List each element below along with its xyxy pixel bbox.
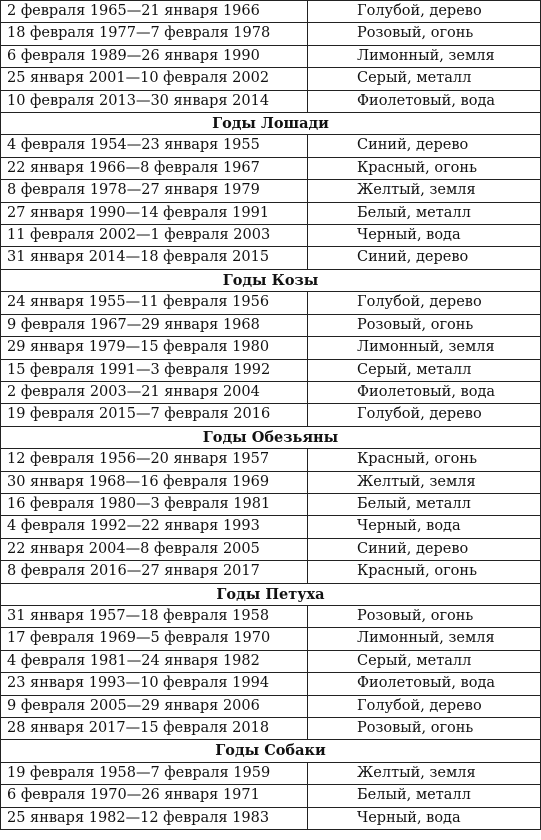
color-element-cell: Фиолетовый, вода [308, 90, 541, 112]
color-element-cell: Голубой, дерево [308, 292, 541, 314]
section-header-row [1, 269, 541, 291]
color-element-cell: Черный, вода [308, 225, 541, 247]
date-range-cell: 31 января 2014—18 февраля 2015 [1, 247, 308, 269]
date-range-cell: 23 января 1993—10 февраля 1994 [1, 673, 308, 695]
section-header: Годы Петуха [1, 583, 541, 605]
color-element-cell: Голубой, дерево [308, 404, 541, 426]
date-range-cell: 19 февраля 2015—7 февраля 2016 [1, 404, 308, 426]
table-row [1, 381, 541, 403]
table-row [1, 493, 541, 515]
color-element-cell: Желтый, земля [308, 471, 541, 493]
color-element-cell: Белый, металл [308, 785, 541, 807]
table-row [1, 695, 541, 717]
table-row [1, 807, 541, 829]
color-element-cell: Лимонный, земля [308, 628, 541, 650]
color-element-cell: Розовый, огонь [308, 314, 541, 336]
color-element-cell: Белый, металл [308, 202, 541, 224]
color-element-cell: Голубой, дерево [308, 1, 541, 23]
table-row [1, 471, 541, 493]
table-row [1, 538, 541, 560]
table-row [1, 314, 541, 336]
table-body [1, 1, 541, 830]
section-header-row [1, 740, 541, 762]
color-element-cell: Желтый, земля [308, 762, 541, 784]
date-range-cell: 28 января 2017—15 февраля 2018 [1, 718, 308, 740]
color-element-cell: Черный, вода [308, 807, 541, 829]
color-element-cell: Белый, металл [308, 493, 541, 515]
table-row [1, 449, 541, 471]
table-row [1, 605, 541, 627]
section-header: Годы Собаки [1, 740, 541, 762]
color-element-cell: Розовый, огонь [308, 718, 541, 740]
section-header: Годы Обезьяны [1, 426, 541, 448]
color-element-cell: Фиолетовый, вода [308, 673, 541, 695]
section-header: Годы Лошади [1, 113, 541, 135]
table-row [1, 225, 541, 247]
date-range-cell: 22 января 2004—8 февраля 2005 [1, 538, 308, 560]
date-range-cell: 8 февраля 2016—27 января 2017 [1, 561, 308, 583]
section-header-row [1, 426, 541, 448]
table-row [1, 90, 541, 112]
table-row [1, 23, 541, 45]
table-row [1, 650, 541, 672]
table-row [1, 561, 541, 583]
date-range-cell: 29 января 1979—15 февраля 1980 [1, 337, 308, 359]
table-row [1, 359, 541, 381]
table-row [1, 180, 541, 202]
table-row [1, 785, 541, 807]
table-row [1, 404, 541, 426]
section-header-row [1, 583, 541, 605]
date-range-cell: 12 февраля 1956—20 января 1957 [1, 449, 308, 471]
date-range-cell: 15 февраля 1991—3 февраля 1992 [1, 359, 308, 381]
date-range-cell: 25 января 1982—12 февраля 1983 [1, 807, 308, 829]
table-row [1, 337, 541, 359]
date-range-cell: 17 февраля 1969—5 февраля 1970 [1, 628, 308, 650]
table-row [1, 292, 541, 314]
color-element-cell: Лимонный, земля [308, 45, 541, 67]
date-range-cell: 30 января 1968—16 февраля 1969 [1, 471, 308, 493]
date-range-cell: 9 февраля 2005—29 января 2006 [1, 695, 308, 717]
table-row [1, 247, 541, 269]
date-range-cell: 6 февраля 1970—26 января 1971 [1, 785, 308, 807]
color-element-cell: Серый, металл [308, 68, 541, 90]
color-element-cell: Серый, металл [308, 650, 541, 672]
table-row [1, 762, 541, 784]
section-header: Годы Козы [1, 269, 541, 291]
table-row [1, 673, 541, 695]
color-element-cell: Фиолетовый, вода [308, 381, 541, 403]
color-element-cell: Розовый, огонь [308, 605, 541, 627]
section-header-row [1, 113, 541, 135]
color-element-cell: Лимонный, земля [308, 337, 541, 359]
date-range-cell: 25 января 2001—10 февраля 2002 [1, 68, 308, 90]
table-row [1, 157, 541, 179]
table-row [1, 68, 541, 90]
color-element-cell: Голубой, дерево [308, 695, 541, 717]
date-range-cell: 2 февраля 1965—21 января 1966 [1, 1, 308, 23]
date-range-cell: 4 февраля 1954—23 января 1955 [1, 135, 308, 157]
color-element-cell: Синий, дерево [308, 538, 541, 560]
date-range-cell: 8 февраля 1978—27 января 1979 [1, 180, 308, 202]
date-range-cell: 31 января 1957—18 февраля 1958 [1, 605, 308, 627]
table-row [1, 45, 541, 67]
table-row [1, 718, 541, 740]
date-range-cell: 10 февраля 2013—30 января 2014 [1, 90, 308, 112]
color-element-cell: Красный, огонь [308, 561, 541, 583]
color-element-cell: Розовый, огонь [308, 23, 541, 45]
color-element-cell: Черный, вода [308, 516, 541, 538]
date-range-cell: 4 февраля 1981—24 января 1982 [1, 650, 308, 672]
color-element-cell: Серый, металл [308, 359, 541, 381]
table-row [1, 135, 541, 157]
table-row [1, 516, 541, 538]
date-range-cell: 18 февраля 1977—7 февраля 1978 [1, 23, 308, 45]
color-element-cell: Синий, дерево [308, 247, 541, 269]
date-range-cell: 19 февраля 1958—7 февраля 1959 [1, 762, 308, 784]
date-range-cell: 6 февраля 1989—26 января 1990 [1, 45, 308, 67]
date-range-cell: 27 января 1990—14 февраля 1991 [1, 202, 308, 224]
date-range-cell: 22 января 1966—8 февраля 1967 [1, 157, 308, 179]
color-element-cell: Красный, огонь [308, 157, 541, 179]
table-row [1, 1, 541, 23]
date-range-cell: 2 февраля 2003—21 января 2004 [1, 381, 308, 403]
date-range-cell: 9 февраля 1967—29 января 1968 [1, 314, 308, 336]
date-range-cell: 4 февраля 1992—22 января 1993 [1, 516, 308, 538]
color-element-cell: Синий, дерево [308, 135, 541, 157]
date-range-cell: 16 февраля 1980—3 февраля 1981 [1, 493, 308, 515]
date-range-cell: 24 января 1955—11 февраля 1956 [1, 292, 308, 314]
table-row [1, 628, 541, 650]
color-element-cell: Красный, огонь [308, 449, 541, 471]
date-range-cell: 11 февраля 2002—1 февраля 2003 [1, 225, 308, 247]
table-row [1, 202, 541, 224]
color-element-cell: Желтый, земля [308, 180, 541, 202]
